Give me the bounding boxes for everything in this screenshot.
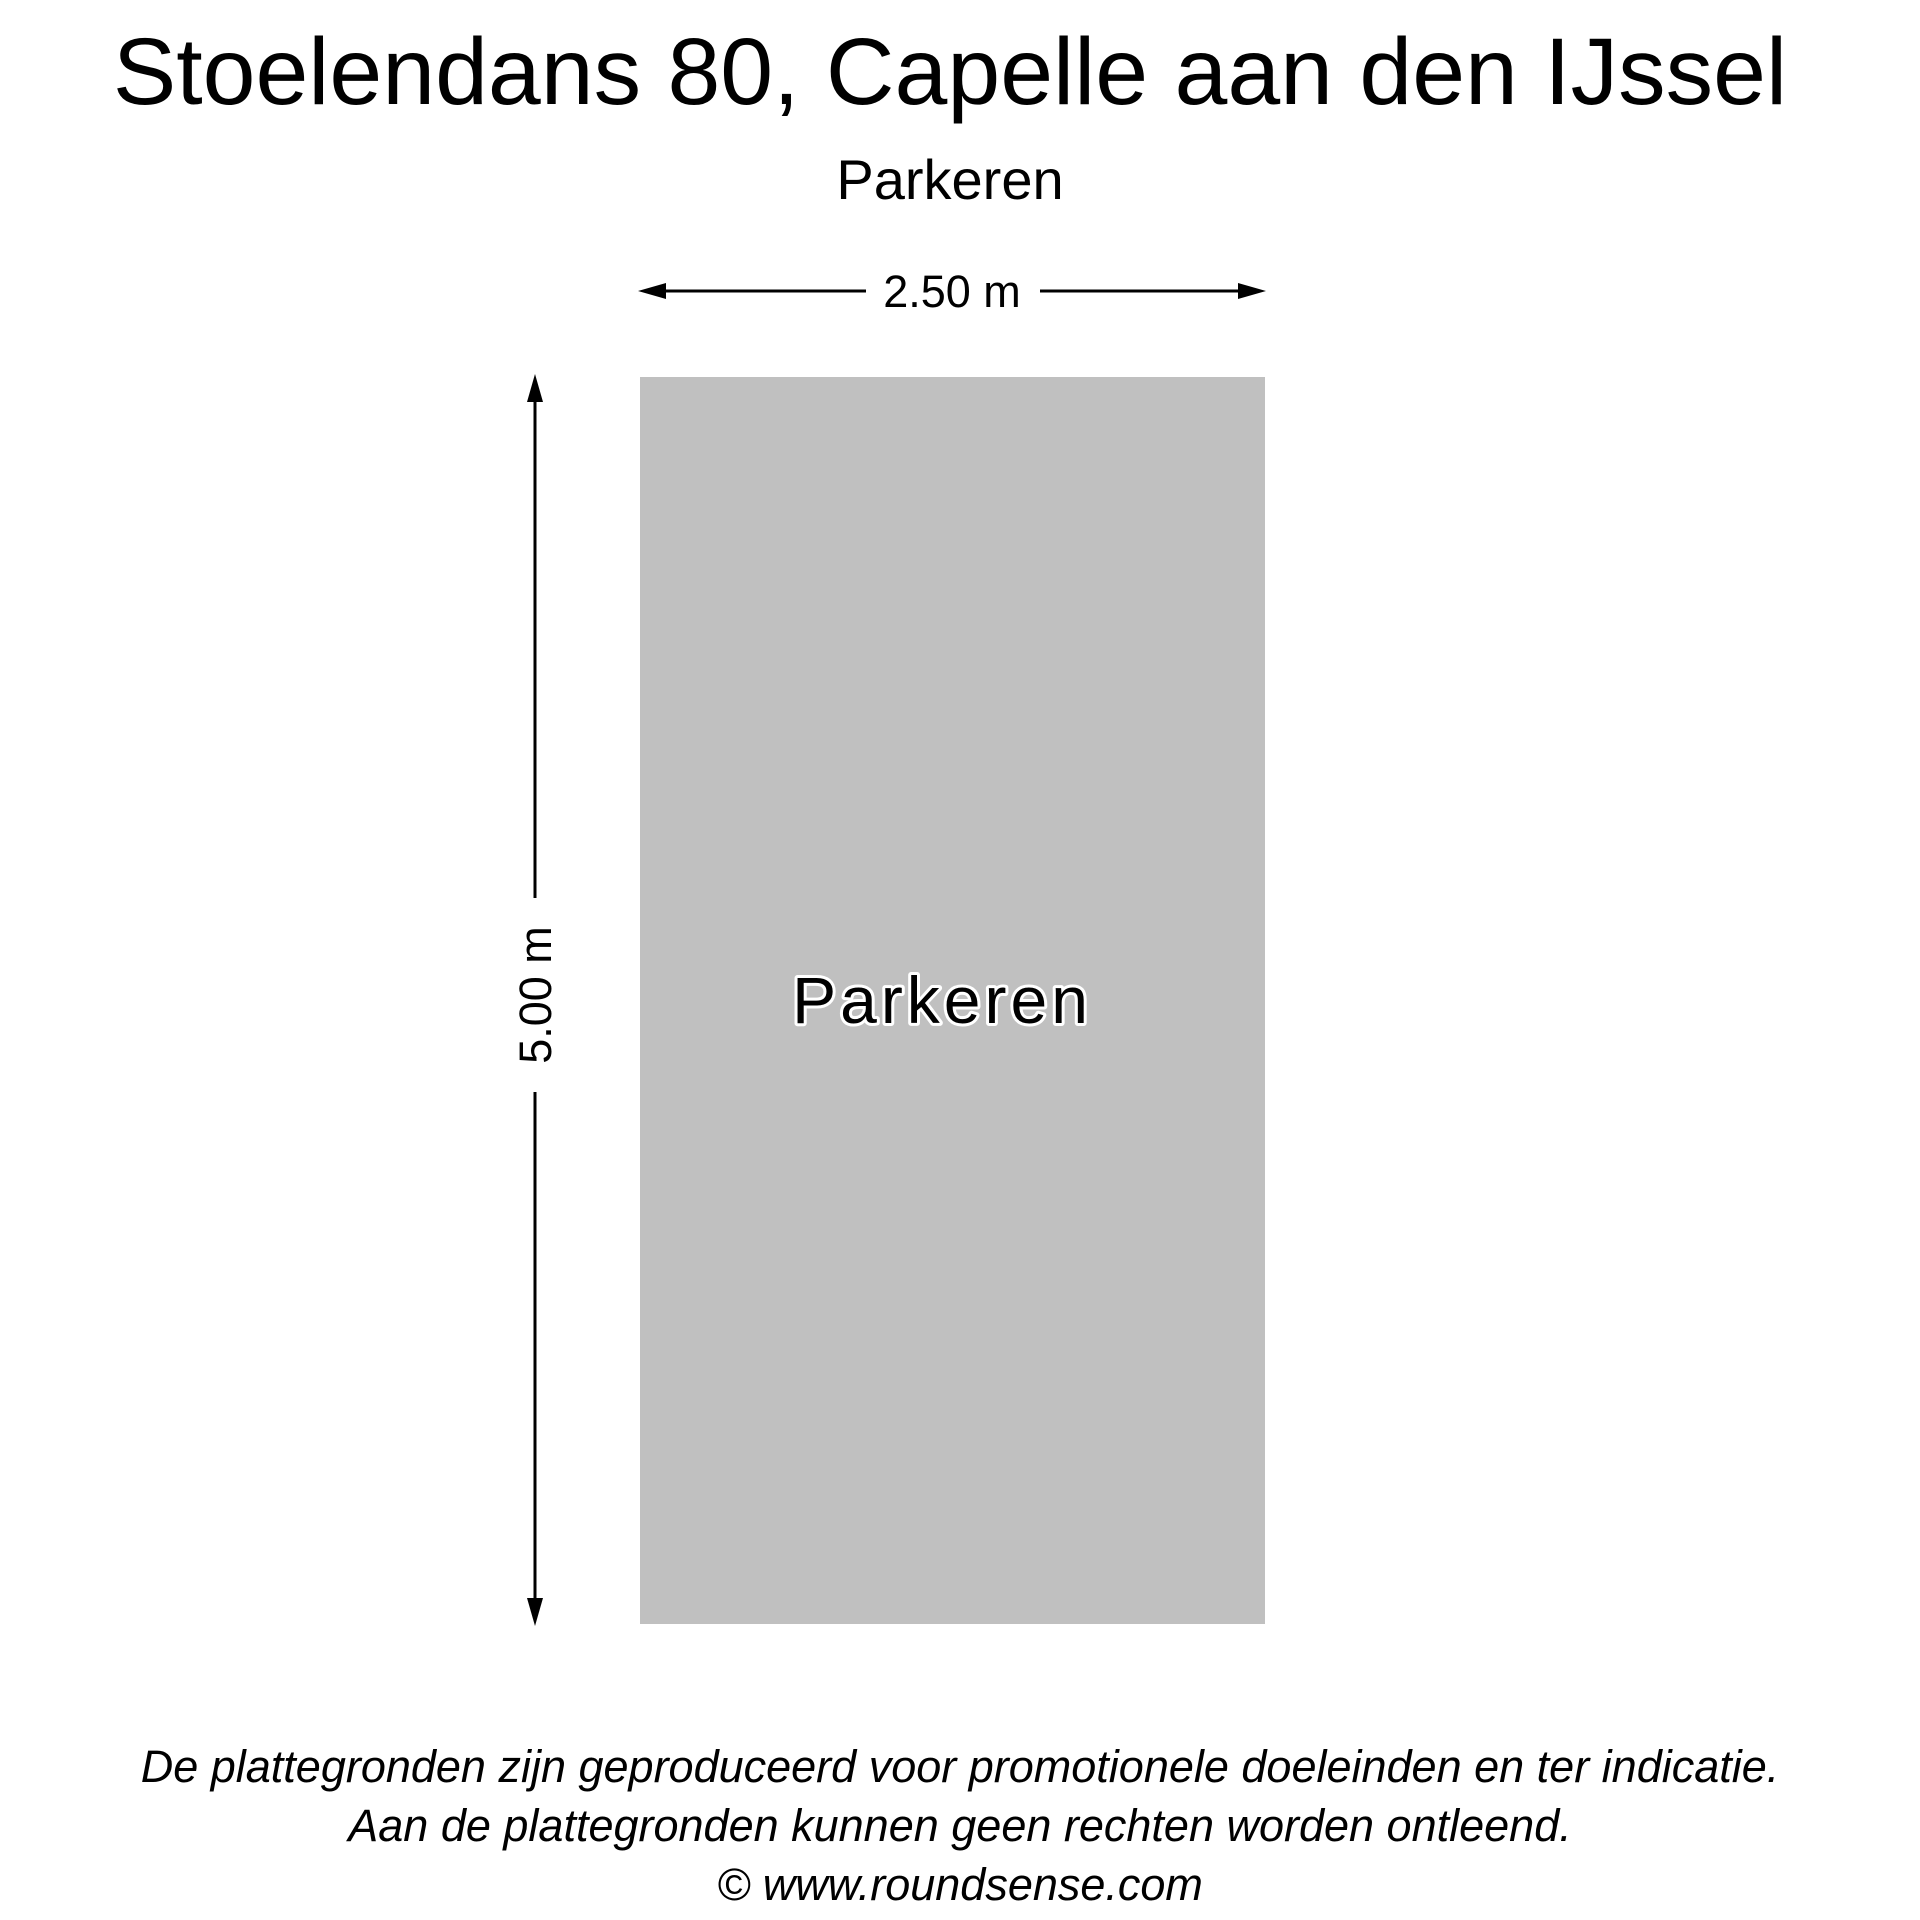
width-dimension-label: 2.50 m xyxy=(883,266,1021,317)
arrow-up-icon xyxy=(527,374,543,402)
page-title: Stoelendans 80, Capelle aan den IJssel xyxy=(112,19,1788,125)
disclaimer-line-1: De plattegronden zijn geproduceerd voor promotionele doeleinden en ter indicatie. xyxy=(140,1741,1780,1792)
arrow-down-icon xyxy=(527,1598,543,1626)
copyright-text: © www.roundsense.com xyxy=(717,1859,1203,1910)
arrow-right-icon xyxy=(1238,283,1266,299)
height-dimension-label: 5.00 m xyxy=(510,926,561,1064)
disclaimer xyxy=(0,1737,1920,1914)
disclaimer-line-2: Aan de plattegronden kunnen geen rechten worden ontleend. xyxy=(348,1800,1572,1851)
room-label: Parkeren xyxy=(792,963,1092,1037)
height-dimension xyxy=(510,374,561,1626)
arrow-left-icon xyxy=(638,283,666,299)
width-dimension xyxy=(638,266,1266,317)
floor-subtitle: Parkeren xyxy=(836,148,1064,211)
